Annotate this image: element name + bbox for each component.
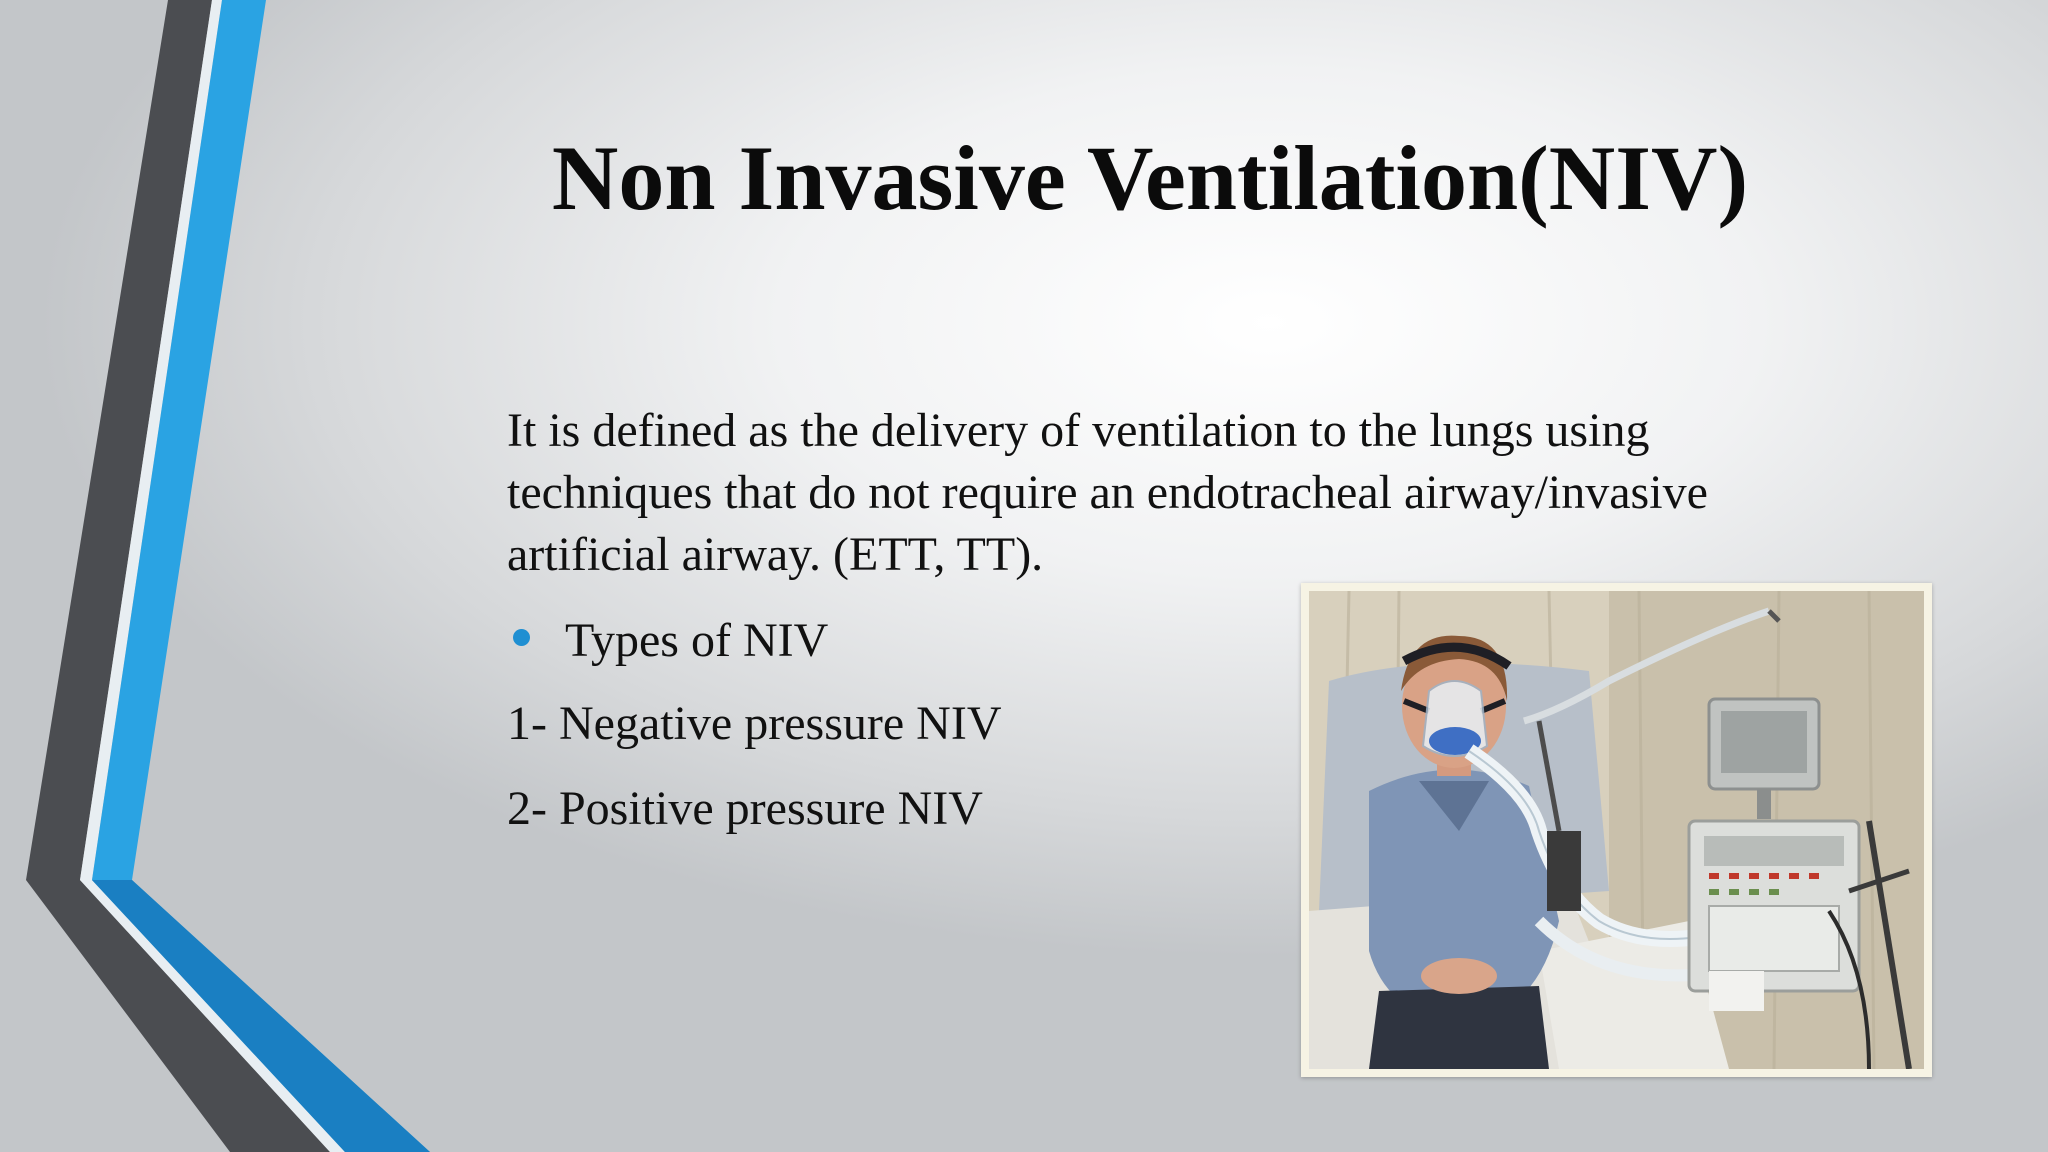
bullet-label: Types of NIV bbox=[565, 614, 829, 667]
bullet-item-types bbox=[507, 610, 828, 672]
patient-photo-frame bbox=[1301, 583, 1932, 1077]
slide-title: Non Invasive Ventilation(NIV) bbox=[551, 127, 1749, 229]
type-positive-pressure: 2- Positive pressure NIV bbox=[507, 782, 983, 835]
type-negative-pressure: 1- Negative pressure NIV bbox=[507, 697, 1002, 750]
definition-text: It is defined as the delivery of ventilation to the lungs using techniques that do not require an endotracheal airway/invasive artificial airway. (ETT, TT). bbox=[507, 404, 1708, 581]
bullet-dot-icon bbox=[513, 629, 530, 646]
patient-on-niv-photo bbox=[1309, 591, 1924, 1069]
